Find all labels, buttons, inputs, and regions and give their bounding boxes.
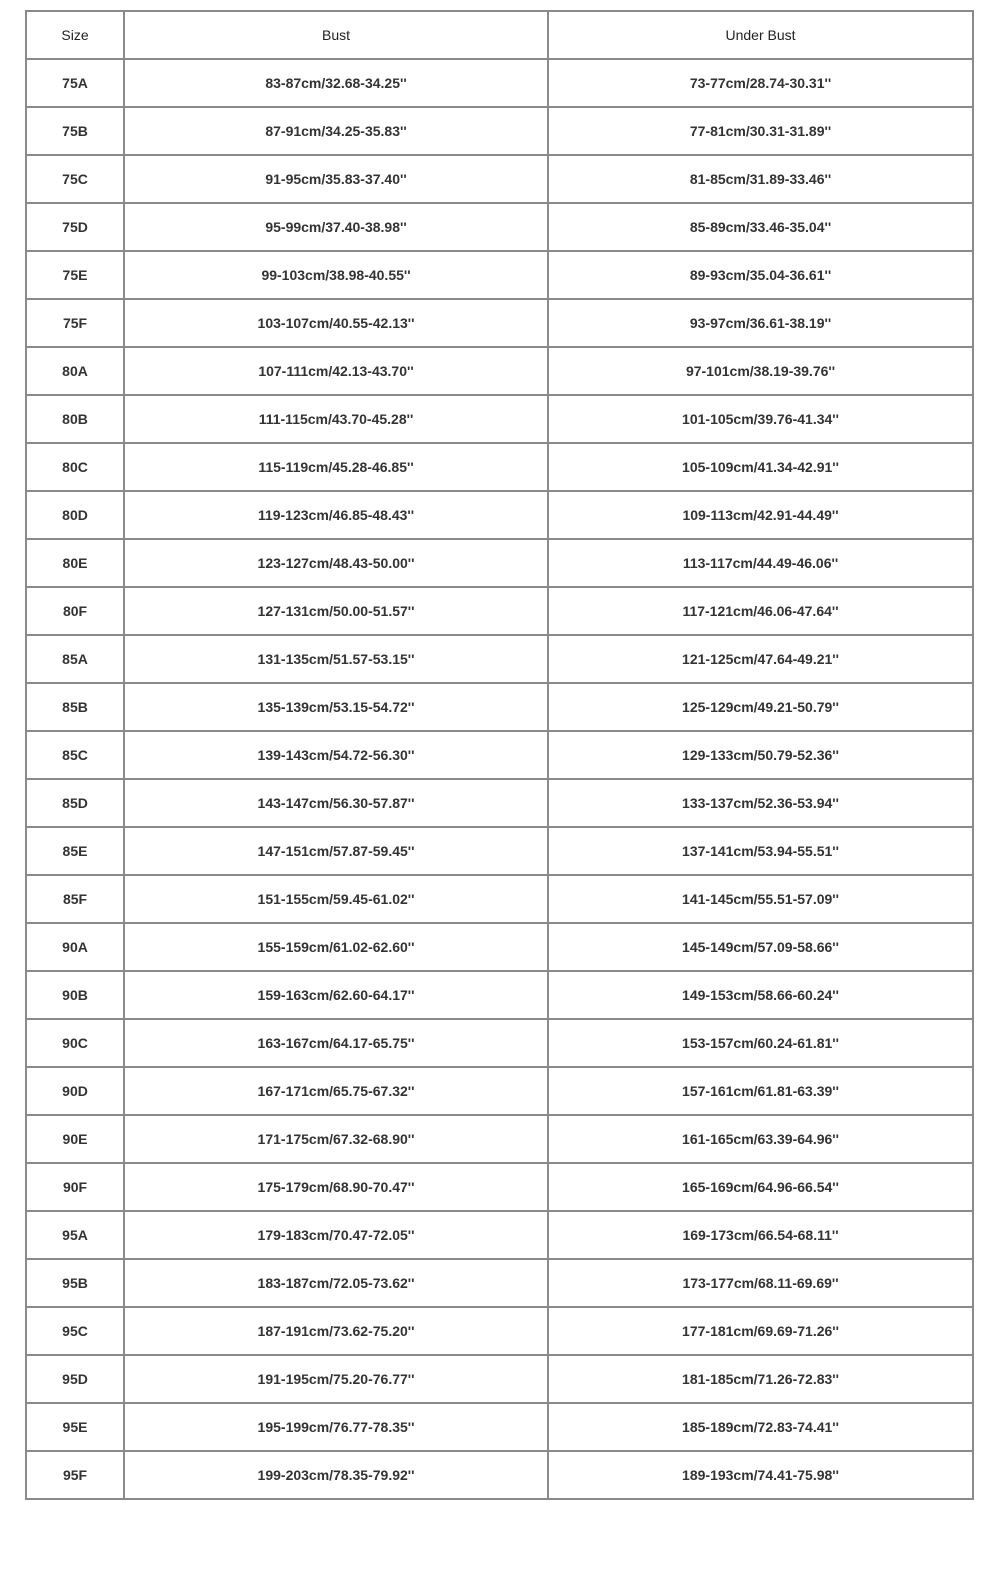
cell-size: 80F bbox=[26, 587, 124, 635]
cell-bust: 91-95cm/35.83-37.40'' bbox=[124, 155, 548, 203]
table-row bbox=[26, 683, 973, 731]
cell-bust: 151-155cm/59.45-61.02'' bbox=[124, 875, 548, 923]
cell-size: 95C bbox=[26, 1307, 124, 1355]
cell-bust: 99-103cm/38.98-40.55'' bbox=[124, 251, 548, 299]
cell-under-bust: 81-85cm/31.89-33.46'' bbox=[548, 155, 973, 203]
cell-under-bust: 117-121cm/46.06-47.64'' bbox=[548, 587, 973, 635]
cell-under-bust: 173-177cm/68.11-69.69'' bbox=[548, 1259, 973, 1307]
table-row bbox=[26, 1019, 973, 1067]
cell-under-bust: 93-97cm/36.61-38.19'' bbox=[548, 299, 973, 347]
header-bust: Bust bbox=[124, 11, 548, 59]
cell-bust: 123-127cm/48.43-50.00'' bbox=[124, 539, 548, 587]
cell-bust: 135-139cm/53.15-54.72'' bbox=[124, 683, 548, 731]
cell-size: 75F bbox=[26, 299, 124, 347]
cell-size: 75D bbox=[26, 203, 124, 251]
cell-under-bust: 189-193cm/74.41-75.98'' bbox=[548, 1451, 973, 1499]
table-row bbox=[26, 1307, 973, 1355]
cell-bust: 83-87cm/32.68-34.25'' bbox=[124, 59, 548, 107]
cell-under-bust: 177-181cm/69.69-71.26'' bbox=[548, 1307, 973, 1355]
cell-bust: 191-195cm/75.20-76.77'' bbox=[124, 1355, 548, 1403]
cell-under-bust: 125-129cm/49.21-50.79'' bbox=[548, 683, 973, 731]
cell-size: 85A bbox=[26, 635, 124, 683]
header-row bbox=[26, 11, 973, 59]
cell-size: 80B bbox=[26, 395, 124, 443]
table-row bbox=[26, 299, 973, 347]
cell-size: 85C bbox=[26, 731, 124, 779]
table-row bbox=[26, 251, 973, 299]
table-row bbox=[26, 491, 973, 539]
table-row bbox=[26, 155, 973, 203]
cell-under-bust: 121-125cm/47.64-49.21'' bbox=[548, 635, 973, 683]
table-row bbox=[26, 1403, 973, 1451]
cell-size: 90F bbox=[26, 1163, 124, 1211]
size-chart-table bbox=[25, 10, 974, 1500]
table-body bbox=[26, 59, 973, 1499]
cell-bust: 179-183cm/70.47-72.05'' bbox=[124, 1211, 548, 1259]
cell-size: 75E bbox=[26, 251, 124, 299]
cell-under-bust: 97-101cm/38.19-39.76'' bbox=[548, 347, 973, 395]
table-row bbox=[26, 923, 973, 971]
cell-bust: 175-179cm/68.90-70.47'' bbox=[124, 1163, 548, 1211]
cell-bust: 147-151cm/57.87-59.45'' bbox=[124, 827, 548, 875]
cell-size: 95F bbox=[26, 1451, 124, 1499]
cell-bust: 131-135cm/51.57-53.15'' bbox=[124, 635, 548, 683]
cell-size: 85F bbox=[26, 875, 124, 923]
table-row bbox=[26, 875, 973, 923]
cell-under-bust: 73-77cm/28.74-30.31'' bbox=[548, 59, 973, 107]
cell-under-bust: 141-145cm/55.51-57.09'' bbox=[548, 875, 973, 923]
table-row bbox=[26, 395, 973, 443]
cell-under-bust: 153-157cm/60.24-61.81'' bbox=[548, 1019, 973, 1067]
cell-bust: 119-123cm/46.85-48.43'' bbox=[124, 491, 548, 539]
cell-under-bust: 145-149cm/57.09-58.66'' bbox=[548, 923, 973, 971]
table-row bbox=[26, 827, 973, 875]
table-row bbox=[26, 971, 973, 1019]
cell-size: 95A bbox=[26, 1211, 124, 1259]
cell-bust: 183-187cm/72.05-73.62'' bbox=[124, 1259, 548, 1307]
table-row bbox=[26, 1067, 973, 1115]
cell-size: 80D bbox=[26, 491, 124, 539]
cell-under-bust: 113-117cm/44.49-46.06'' bbox=[548, 539, 973, 587]
cell-under-bust: 161-165cm/63.39-64.96'' bbox=[548, 1115, 973, 1163]
cell-size: 90D bbox=[26, 1067, 124, 1115]
cell-size: 75B bbox=[26, 107, 124, 155]
cell-size: 75A bbox=[26, 59, 124, 107]
cell-bust: 103-107cm/40.55-42.13'' bbox=[124, 299, 548, 347]
table-row bbox=[26, 1451, 973, 1499]
cell-bust: 171-175cm/67.32-68.90'' bbox=[124, 1115, 548, 1163]
table-row bbox=[26, 59, 973, 107]
cell-size: 95B bbox=[26, 1259, 124, 1307]
cell-under-bust: 185-189cm/72.83-74.41'' bbox=[548, 1403, 973, 1451]
table-row bbox=[26, 1259, 973, 1307]
cell-under-bust: 181-185cm/71.26-72.83'' bbox=[548, 1355, 973, 1403]
table-row bbox=[26, 587, 973, 635]
cell-bust: 155-159cm/61.02-62.60'' bbox=[124, 923, 548, 971]
cell-under-bust: 137-141cm/53.94-55.51'' bbox=[548, 827, 973, 875]
cell-bust: 111-115cm/43.70-45.28'' bbox=[124, 395, 548, 443]
cell-bust: 107-111cm/42.13-43.70'' bbox=[124, 347, 548, 395]
cell-bust: 95-99cm/37.40-38.98'' bbox=[124, 203, 548, 251]
cell-size: 90C bbox=[26, 1019, 124, 1067]
table-row bbox=[26, 107, 973, 155]
cell-bust: 163-167cm/64.17-65.75'' bbox=[124, 1019, 548, 1067]
header-size: Size bbox=[26, 11, 124, 59]
cell-bust: 87-91cm/34.25-35.83'' bbox=[124, 107, 548, 155]
header-under-bust: Under Bust bbox=[548, 11, 973, 59]
table-row bbox=[26, 347, 973, 395]
cell-size: 90B bbox=[26, 971, 124, 1019]
cell-size: 90E bbox=[26, 1115, 124, 1163]
cell-size: 95D bbox=[26, 1355, 124, 1403]
cell-bust: 143-147cm/56.30-57.87'' bbox=[124, 779, 548, 827]
table-row bbox=[26, 1211, 973, 1259]
cell-under-bust: 149-153cm/58.66-60.24'' bbox=[548, 971, 973, 1019]
cell-size: 90A bbox=[26, 923, 124, 971]
cell-under-bust: 101-105cm/39.76-41.34'' bbox=[548, 395, 973, 443]
cell-under-bust: 85-89cm/33.46-35.04'' bbox=[548, 203, 973, 251]
table-row bbox=[26, 635, 973, 683]
cell-under-bust: 77-81cm/30.31-31.89'' bbox=[548, 107, 973, 155]
table-row bbox=[26, 1355, 973, 1403]
table-row bbox=[26, 1115, 973, 1163]
cell-size: 80A bbox=[26, 347, 124, 395]
cell-bust: 159-163cm/62.60-64.17'' bbox=[124, 971, 548, 1019]
cell-size: 80E bbox=[26, 539, 124, 587]
cell-under-bust: 129-133cm/50.79-52.36'' bbox=[548, 731, 973, 779]
cell-bust: 139-143cm/54.72-56.30'' bbox=[124, 731, 548, 779]
cell-bust: 167-171cm/65.75-67.32'' bbox=[124, 1067, 548, 1115]
table-row bbox=[26, 779, 973, 827]
cell-under-bust: 169-173cm/66.54-68.11'' bbox=[548, 1211, 973, 1259]
cell-size: 85D bbox=[26, 779, 124, 827]
cell-size: 95E bbox=[26, 1403, 124, 1451]
table-row bbox=[26, 1163, 973, 1211]
cell-bust: 115-119cm/45.28-46.85'' bbox=[124, 443, 548, 491]
cell-size: 80C bbox=[26, 443, 124, 491]
cell-size: 85B bbox=[26, 683, 124, 731]
cell-under-bust: 109-113cm/42.91-44.49'' bbox=[548, 491, 973, 539]
table-row bbox=[26, 443, 973, 491]
cell-under-bust: 133-137cm/52.36-53.94'' bbox=[548, 779, 973, 827]
table-row bbox=[26, 731, 973, 779]
cell-under-bust: 157-161cm/61.81-63.39'' bbox=[548, 1067, 973, 1115]
cell-under-bust: 105-109cm/41.34-42.91'' bbox=[548, 443, 973, 491]
cell-bust: 187-191cm/73.62-75.20'' bbox=[124, 1307, 548, 1355]
cell-under-bust: 89-93cm/35.04-36.61'' bbox=[548, 251, 973, 299]
cell-bust: 195-199cm/76.77-78.35'' bbox=[124, 1403, 548, 1451]
cell-bust: 127-131cm/50.00-51.57'' bbox=[124, 587, 548, 635]
table-row bbox=[26, 539, 973, 587]
cell-bust: 199-203cm/78.35-79.92'' bbox=[124, 1451, 548, 1499]
cell-under-bust: 165-169cm/64.96-66.54'' bbox=[548, 1163, 973, 1211]
cell-size: 75C bbox=[26, 155, 124, 203]
table-row bbox=[26, 203, 973, 251]
table-header bbox=[26, 11, 973, 59]
cell-size: 85E bbox=[26, 827, 124, 875]
